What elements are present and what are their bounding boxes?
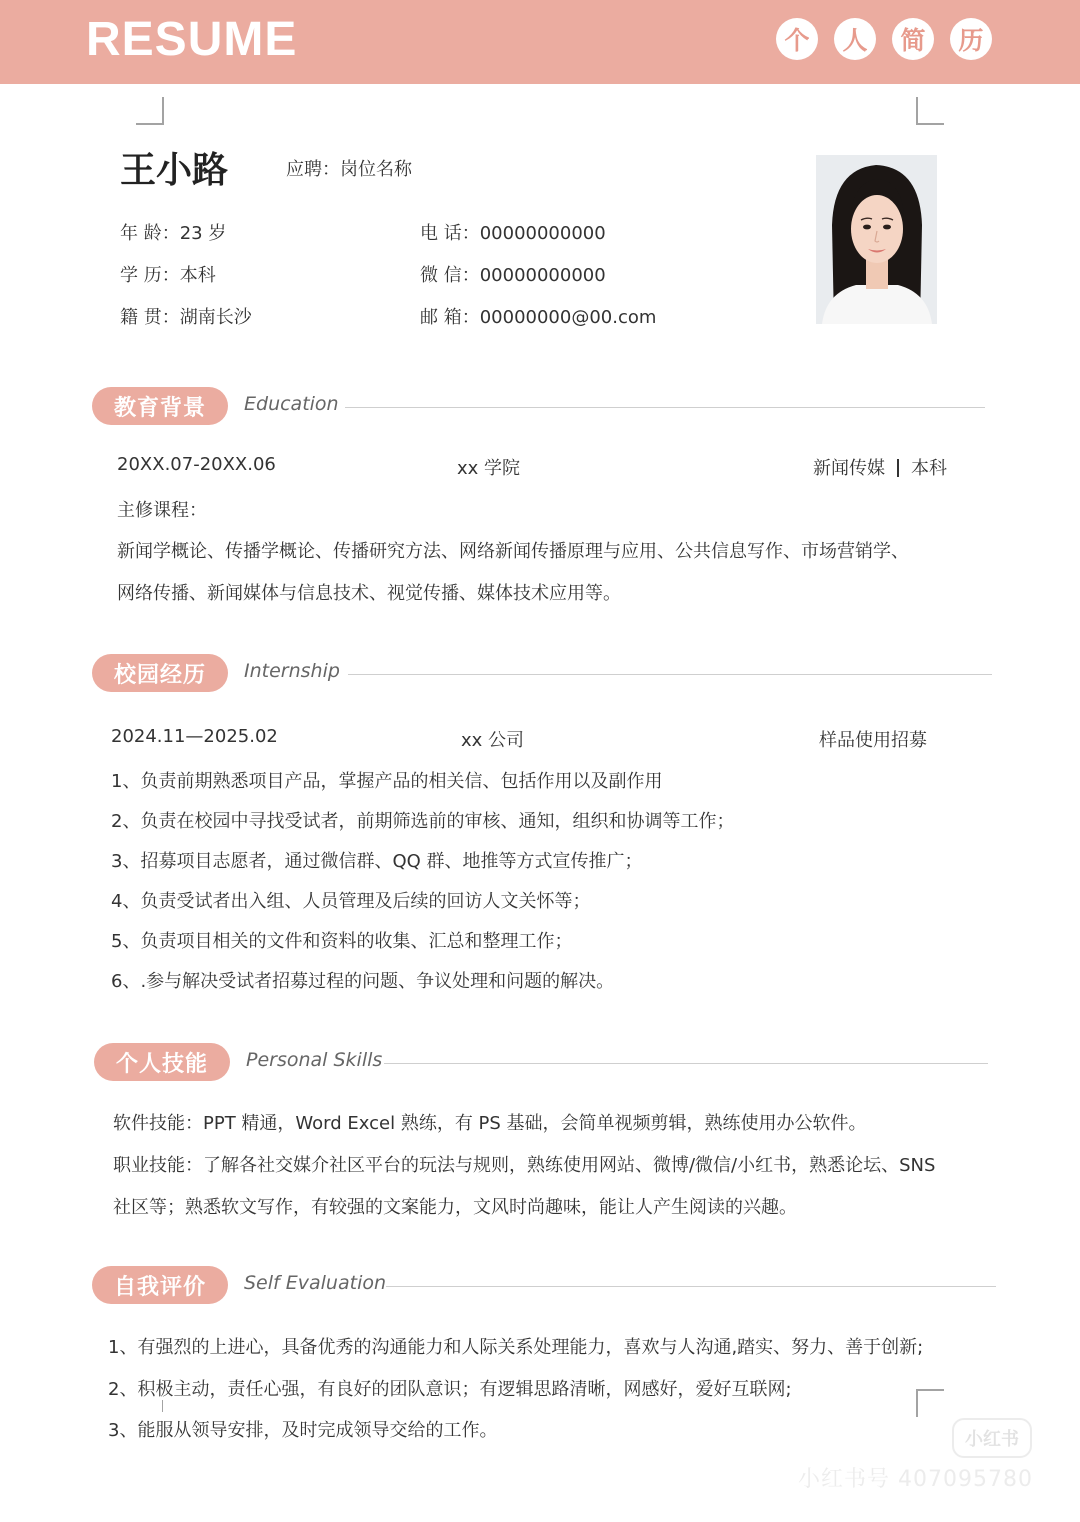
- badge-ren: 人: [834, 18, 876, 60]
- section-header-self-evaluation: [92, 1266, 1002, 1306]
- corner-mark-top-left: [136, 97, 164, 125]
- info-hometown: 籍 贯：湖南长沙: [120, 307, 252, 328]
- section-title-internship: 校园经历: [92, 654, 228, 692]
- education-major: 新闻传媒: [813, 458, 885, 479]
- list-item: 1、负责前期熟悉项目产品，掌握产品的相关信、包括作用以及副作用: [111, 771, 663, 792]
- top-banner: [0, 0, 1080, 84]
- title-badges: [776, 18, 992, 60]
- courses-line: 网络传播、新闻媒体与信息技术、视觉传播、媒体技术应用等。: [117, 583, 621, 604]
- software-skills: 软件技能：PPT 精通，Word Excel 熟练，有 PS 基础，会简单视频剪辑，熟练使用办公软件。: [113, 1113, 867, 1134]
- section-header-education: [92, 387, 992, 427]
- badge-li: 历: [950, 18, 992, 60]
- list-item: 5、负责项目相关的文件和资料的收集、汇总和整理工作；: [111, 931, 573, 952]
- courses-line: 新闻学概论、传播学概论、传播研究方法、网络新闻传播原理与应用、公共信息写作、市场营销学、: [117, 541, 909, 562]
- section-subtitle-internship: Internship: [244, 660, 340, 682]
- education-major-degree: [813, 454, 947, 480]
- candidate-name: 王小路: [120, 150, 229, 191]
- internship-company: xx 公司: [461, 730, 525, 751]
- section-subtitle-education: Education: [244, 393, 339, 415]
- list-item: 2、积极主动，责任心强，有良好的团队意识；有逻辑思路清晰，网感好，爱好互联网;: [108, 1379, 792, 1400]
- list-item: 3、招募项目志愿者，通过微信群、QQ 群、地推等方式宣传推广；: [111, 851, 643, 872]
- badge-ge: 个: [776, 18, 818, 60]
- separator: [897, 459, 899, 477]
- section-header-skills: [94, 1043, 994, 1083]
- list-item: 2、负责在校园中寻找受试者，前期筛选前的审核、通知，组织和协调等工作；: [111, 811, 735, 832]
- divider-tick: [162, 1400, 163, 1412]
- section-subtitle-self-evaluation: Self Evaluation: [244, 1272, 387, 1294]
- courses-label: 主修课程：: [117, 500, 207, 521]
- section-divider: [384, 1063, 988, 1064]
- education-school: xx 学院: [457, 458, 521, 479]
- section-divider: [386, 1286, 996, 1287]
- corner-mark-top-right: [916, 97, 944, 125]
- apply-position: 应聘：岗位名称: [286, 159, 412, 180]
- list-item: 4、负责受试者出入组、人员管理及后续的回访人文关怀等；: [111, 891, 591, 912]
- badge-jian: 简: [892, 18, 934, 60]
- info-age: 年 龄：23 岁: [120, 223, 227, 244]
- profile-photo: [816, 155, 937, 324]
- corner-mark-bottom-right: [916, 1389, 944, 1417]
- section-divider: [345, 407, 985, 408]
- info-email: 邮 箱：00000000@00.com: [420, 307, 657, 328]
- list-item: 1、有强烈的上进心，具备优秀的沟通能力和人际关系处理能力，喜欢与人沟通,踏实、努力、善于创新;: [108, 1337, 924, 1358]
- watermark-id: 小红书号 407095780: [798, 1467, 1033, 1492]
- info-phone: 电 话：00000000000: [420, 223, 606, 244]
- list-item: 6、.参与解决受试者招募过程的问题、争议处理和问题的解决。: [111, 971, 615, 992]
- education-period: 20XX.07-20XX.06: [117, 454, 276, 475]
- professional-skills-line: 社区等；熟悉软文写作，有较强的文案能力，文风时尚趣味，能让人产生阅读的兴趣。: [113, 1197, 797, 1218]
- section-title-skills: 个人技能: [94, 1043, 230, 1081]
- education-degree: 本科: [911, 458, 947, 479]
- section-title-education: 教育背景: [92, 387, 228, 425]
- watermark-logo: 小红书: [952, 1418, 1032, 1458]
- section-header-internship: [92, 654, 1002, 694]
- section-divider: [348, 674, 992, 675]
- professional-skills-line: 职业技能：了解各社交媒介社区平台的玩法与规则，熟练使用网站、微博/微信/小红书，熟悉论坛、SNS: [113, 1155, 936, 1176]
- section-subtitle-skills: Personal Skills: [246, 1049, 383, 1071]
- info-education: 学 历：本科: [120, 265, 216, 286]
- info-wechat: 微 信：00000000000: [420, 265, 606, 286]
- internship-period: 2024.11—2025.02: [111, 726, 278, 747]
- section-title-self-evaluation: 自我评价: [92, 1266, 228, 1304]
- portrait-image: [816, 155, 937, 324]
- list-item: 3、能服从领导安排，及时完成领导交给的工作。: [108, 1420, 498, 1441]
- resume-title: RESUME: [86, 13, 298, 66]
- internship-role: 样品使用招募: [819, 730, 927, 751]
